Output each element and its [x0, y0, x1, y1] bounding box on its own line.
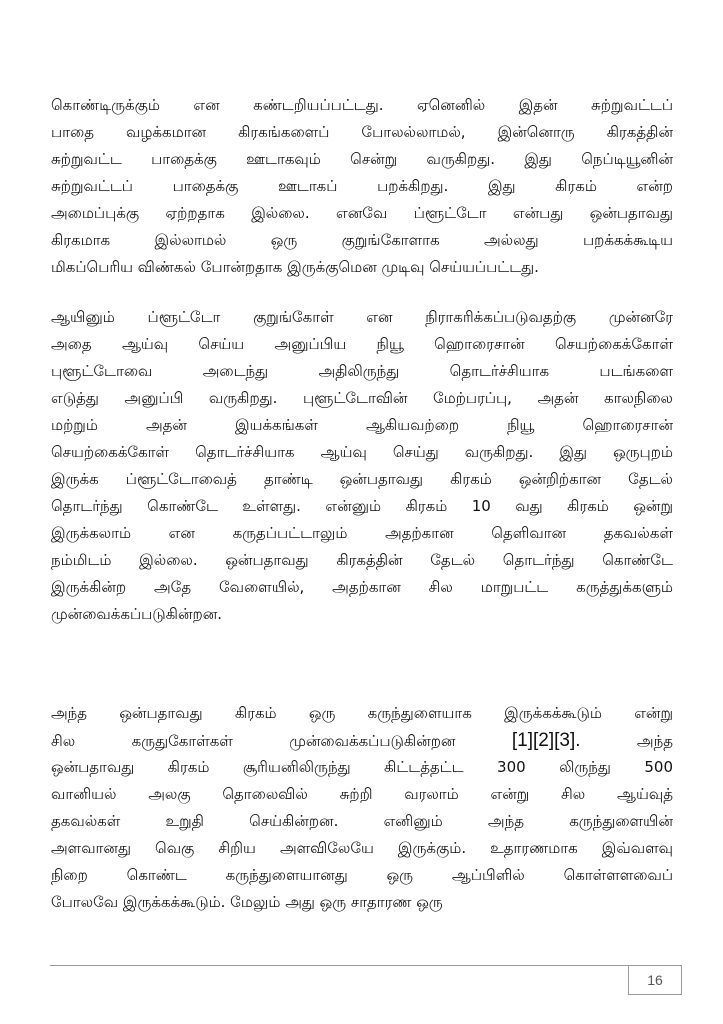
- text-line: தொடர்ந்து கொண்டே உள்ளது. என்னும் கிரகம் 10 வது கிரகம் ஒன்று: [51, 497, 673, 515]
- citation-reference: [1][2][3].: [511, 730, 581, 751]
- text-line: கொண்டிருக்கும் என கண்டறியப்பட்டது. ஏனெனில் இதன் சுற்றுவட்டப்: [51, 96, 673, 114]
- text-line: போலவே இருக்கக்கூடும். மேலும் அது ஒரு சாதாரண ஒரு: [51, 893, 443, 911]
- paragraph-2: [51, 304, 673, 628]
- text-line: முன்வைக்கப்படுகின்றன.: [51, 605, 223, 623]
- text-line: அமைப்புக்கு ஏற்றதாக இல்லை. எனவே ப்ளூட்டோ என்பது ஒன்பதாவது: [51, 204, 673, 222]
- text-line: அந்த ஒன்பதாவது கிரகம் ஒரு கருந்துளையாக இருக்கக்கூடும் என்று: [51, 704, 673, 722]
- text-line-with-citation: [51, 727, 673, 754]
- text-line: எடுத்து அனுப்பி வருகிறது. புளூட்டோவின் மேற்பரப்பு, அதன் காலநிலை: [51, 389, 673, 407]
- text-line: சுற்றுவட்டப் பாதைக்கு ஊடாகப் பறக்கிறது. இது கிரகம் என்ற: [51, 177, 673, 195]
- paragraph-3: [51, 700, 673, 916]
- text-line: ஒன்பதாவது கிரகம் சூரியனிலிருந்து கிட்டத்தட்ட 300 லிருந்து 500: [51, 758, 673, 776]
- paragraph-1: [51, 92, 673, 281]
- text-line: மிகப்பெரிய விண்கல் போன்றதாக இருக்குமென முடிவு செய்யப்பட்டது.: [51, 258, 539, 276]
- text-line: ஆயினும் ப்ளூட்டோ குறுங்கோள் என நிராகரிக்கப்படுவதற்கு முன்னரே: [51, 308, 673, 326]
- text-line: நம்மிடம் இல்லை. ஒன்பதாவது கிரகத்தின் தேடல் தொடர்ந்து கொண்டே: [51, 551, 673, 569]
- text-line: செயற்கைக்கோள் தொடர்ச்சியாக ஆய்வு செய்து வருகிறது. இது ஒருபுறம்: [51, 443, 673, 461]
- footer-divider: [50, 965, 628, 966]
- text-line: வானியல் அலகு தொலைவில் சுற்றி வரலாம் என்று சில ஆய்வுத்: [51, 785, 673, 803]
- text-line: இருக்கின்ற அதே வேளையில், அதற்கான சில மாறுபட்ட கருத்துக்களும்: [51, 578, 673, 596]
- text-line: கிரகமாக இல்லாமல் ஒரு குறுங்கோளாக அல்லது பறக்கக்கூடிய: [51, 231, 673, 249]
- text-line: அதை ஆய்வு செய்ய அனுப்பிய நியூ ஹொரைசான் செயற்கைக்கோள்: [51, 335, 673, 353]
- text-line: தகவல்கள் உறுதி செய்கின்றன. எனினும் அந்த கருந்துளையின்: [51, 812, 673, 830]
- text-line: மற்றும் அதன் இயக்கங்கள் ஆகியவற்றை நியூ ஹொரைசான்: [51, 416, 673, 434]
- text-line: சுற்றுவட்ட பாதைக்கு ஊடாகவும் சென்று வருகிறது. இது நெப்டியூனின்: [51, 150, 673, 168]
- text-line: நிறை கொண்ட கருந்துளையானது ஒரு ஆப்பிளில் கொள்ளளவைப்: [51, 866, 673, 884]
- text-line: இருக்கலாம் என கருதப்பட்டாலும் அதற்கான தெளிவான தகவல்கள்: [51, 524, 673, 542]
- page-number: 16: [628, 965, 682, 995]
- text-line: அளவானது வெகு சிறிய அளவிலேயே இருக்கும். உதாரணமாக இவ்வளவு: [51, 839, 673, 857]
- text-line: பாதை வழக்கமான கிரகங்களைப் போலல்லாமல், இன்னொரு கிரகத்தின்: [51, 123, 673, 141]
- text-segment: அந்த: [636, 732, 673, 750]
- text-line: இருக்க ப்ளூட்டோவைத் தாண்டி ஒன்பதாவது கிரகம் ஒன்றிற்கான தேடல்: [51, 470, 673, 488]
- text-segment: சில கருதுகோள்கள் முன்வைக்கப்படுகின்றன: [51, 732, 456, 750]
- text-line: புளூட்டோவை அடைந்து அதிலிருந்து தொடர்ச்சியாக படங்களை: [51, 362, 673, 380]
